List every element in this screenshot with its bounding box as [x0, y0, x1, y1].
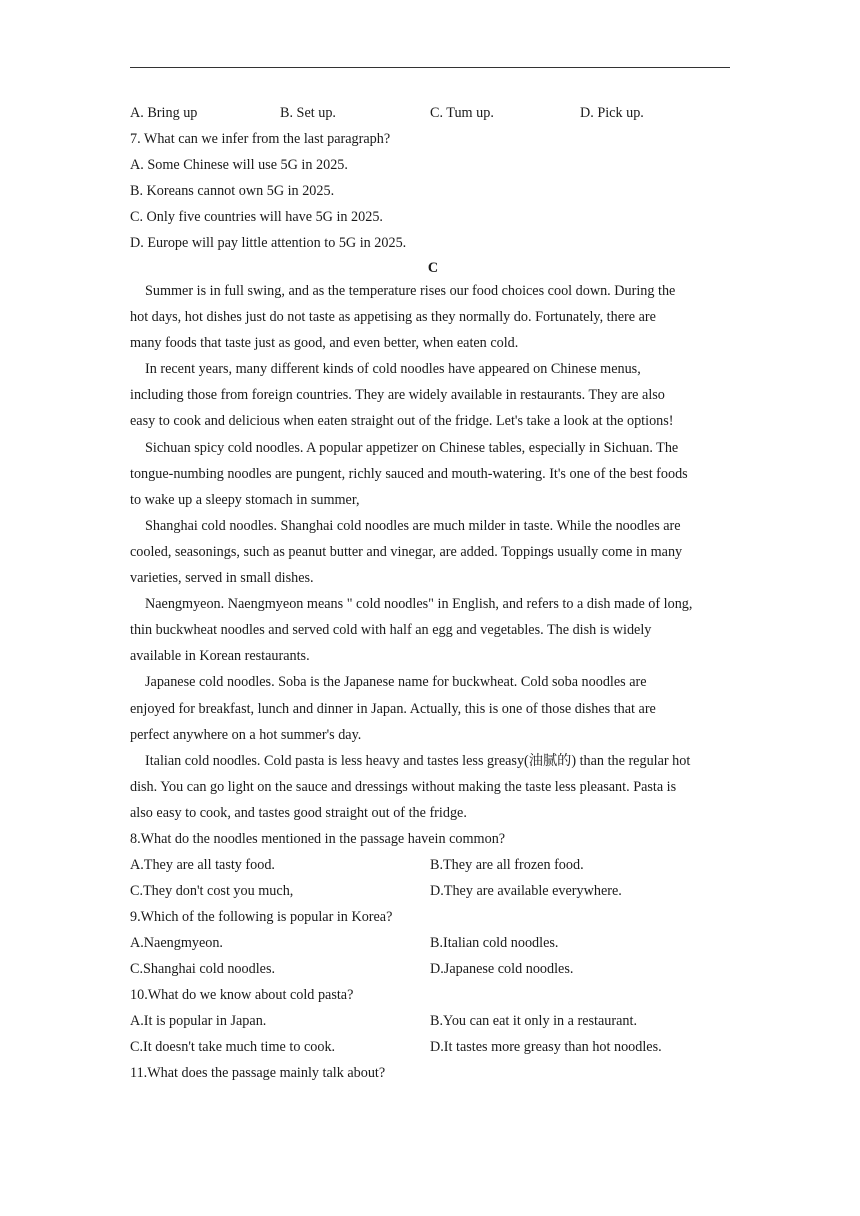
paragraph-line: many foods that taste just as good, and even better, when eaten cold. — [130, 335, 519, 352]
passage-paragraph-4 — [130, 513, 736, 591]
paragraph-line: enjoyed for breakfast, lunch and dinner in Japan. Actually, this is one of those dishes that are — [130, 700, 656, 717]
paragraph-line: available in Korean restaurants. — [130, 648, 310, 665]
q9-option-c: C.Shanghai cold noodles. — [130, 960, 276, 977]
paragraph-line: cooled, seasonings, such as peanut butter and vinegar, are added. Toppings usually come in many — [130, 543, 683, 560]
q7-option-a: A. Some Chinese will use 5G in 2025. — [130, 157, 348, 173]
q10-option-c: C.It doesn't take much time to cook. — [130, 1038, 336, 1055]
paragraph-line: also easy to cook, and tastes good straight out of the fridge. — [130, 804, 467, 821]
paragraph-line: thin buckwheat noodles and served cold with half an egg and vegetables. The dish is widely — [130, 622, 652, 639]
paragraph-line: perfect anywhere on a hot summer's day. — [130, 726, 362, 743]
q6-option-a: A. Bring up — [130, 105, 198, 121]
paragraph-line: Sichuan spicy cold noodles. A popular appetizer on Chinese tables, especially in Sichuan. The — [145, 439, 679, 456]
paragraph-line: varieties, served in small dishes. — [130, 570, 314, 587]
q9-option-d: D.Japanese cold noodles. — [430, 960, 574, 977]
q8-options-row-2 — [130, 878, 736, 904]
paragraph-line: Shanghai cold noodles. Shanghai cold noodles are much milder in taste. While the noodles are — [145, 517, 681, 534]
q7-question: 7. What can we infer from the last paragraph? — [130, 131, 391, 147]
paragraph-line: tongue-numbing noodles are pungent, richly sauced and mouth-watering. It's one of the best foods — [130, 465, 688, 482]
q6-option-d: D. Pick up. — [580, 105, 644, 121]
passage-paragraph-3 — [130, 435, 736, 513]
paragraph-line: hot days, hot dishes just do not taste as appetising as they normally do. Fortunately, there are — [130, 309, 656, 326]
q8-option-a: A.They are all tasty food. — [130, 856, 275, 873]
q9-options-row-2 — [130, 956, 736, 982]
q8-option-d: D.They are available everywhere. — [430, 882, 622, 899]
paragraph-line: Italian cold noodles. Cold pasta is less heavy and tastes less greasy(油腻的) than the regular hot — [145, 752, 691, 769]
q8-options-row-1 — [130, 852, 736, 878]
header-rule — [130, 67, 730, 68]
paragraph-line: including those from foreign countries. They are widely available in restaurants. They are also — [130, 387, 665, 404]
q10-options-row-2 — [130, 1034, 736, 1060]
q7-option-c: C. Only five countries will have 5G in 2025. — [130, 209, 383, 225]
paragraph-line: easy to cook and delicious when eaten straight out of the fridge. Let's take a look at the options! — [130, 413, 674, 430]
q8-option-b: B.They are all frozen food. — [430, 856, 584, 873]
passage-paragraph-2 — [130, 356, 736, 434]
q9-option-b: B.Italian cold noodles. — [430, 934, 559, 951]
paragraph-line: Naengmyeon. Naengmyeon means " cold noodles" in English, and refers to a dish made of long, — [145, 596, 693, 613]
page-content — [130, 100, 736, 1086]
q7-option-b: B. Koreans cannot own 5G in 2025. — [130, 183, 335, 199]
q7-option-d: D. Europe will pay little attention to 5G in 2025. — [130, 235, 407, 251]
paragraph-line: Summer is in full swing, and as the temperature rises our food choices cool down. During the — [145, 283, 676, 299]
q10-question: 10.What do we know about cold pasta? — [130, 986, 354, 1003]
q9-options-row-1 — [130, 930, 736, 956]
passage-paragraph-1 — [130, 278, 736, 356]
q6-options — [130, 100, 736, 126]
q6-option-c: C. Tum up. — [430, 105, 494, 121]
passage-paragraph-6 — [130, 669, 736, 747]
paragraph-line: In recent years, many different kinds of cold noodles have appeared on Chinese menus, — [145, 361, 641, 378]
section-heading: C — [427, 260, 439, 276]
q6-option-b: B. Set up. — [280, 105, 336, 121]
q9-option-a: A.Naengmyeon. — [130, 934, 223, 951]
q11-question: 11.What does the passage mainly talk about? — [130, 1064, 386, 1081]
paragraph-line: Japanese cold noodles. Soba is the Japanese name for buckwheat. Cold soba noodles are — [145, 674, 647, 691]
paragraph-line: to wake up a sleepy stomach in summer, — [130, 491, 360, 508]
q8-option-c: C.They don't cost you much, — [130, 882, 294, 899]
q9-question: 9.Which of the following is popular in Korea? — [130, 908, 393, 925]
q10-option-a: A.It is popular in Japan. — [130, 1012, 267, 1029]
q10-option-b: B.You can eat it only in a restaurant. — [430, 1012, 637, 1029]
passage-paragraph-7 — [130, 748, 736, 826]
passage-paragraph-5 — [130, 591, 736, 669]
paragraph-line: dish. You can go light on the sauce and dressings without making the taste less pleasant. Pasta is — [130, 778, 677, 795]
q8-question: 8.What do the noodles mentioned in the passage havein common? — [130, 830, 506, 847]
q10-option-d: D.It tastes more greasy than hot noodles. — [430, 1038, 662, 1055]
q10-options-row-1 — [130, 1008, 736, 1034]
